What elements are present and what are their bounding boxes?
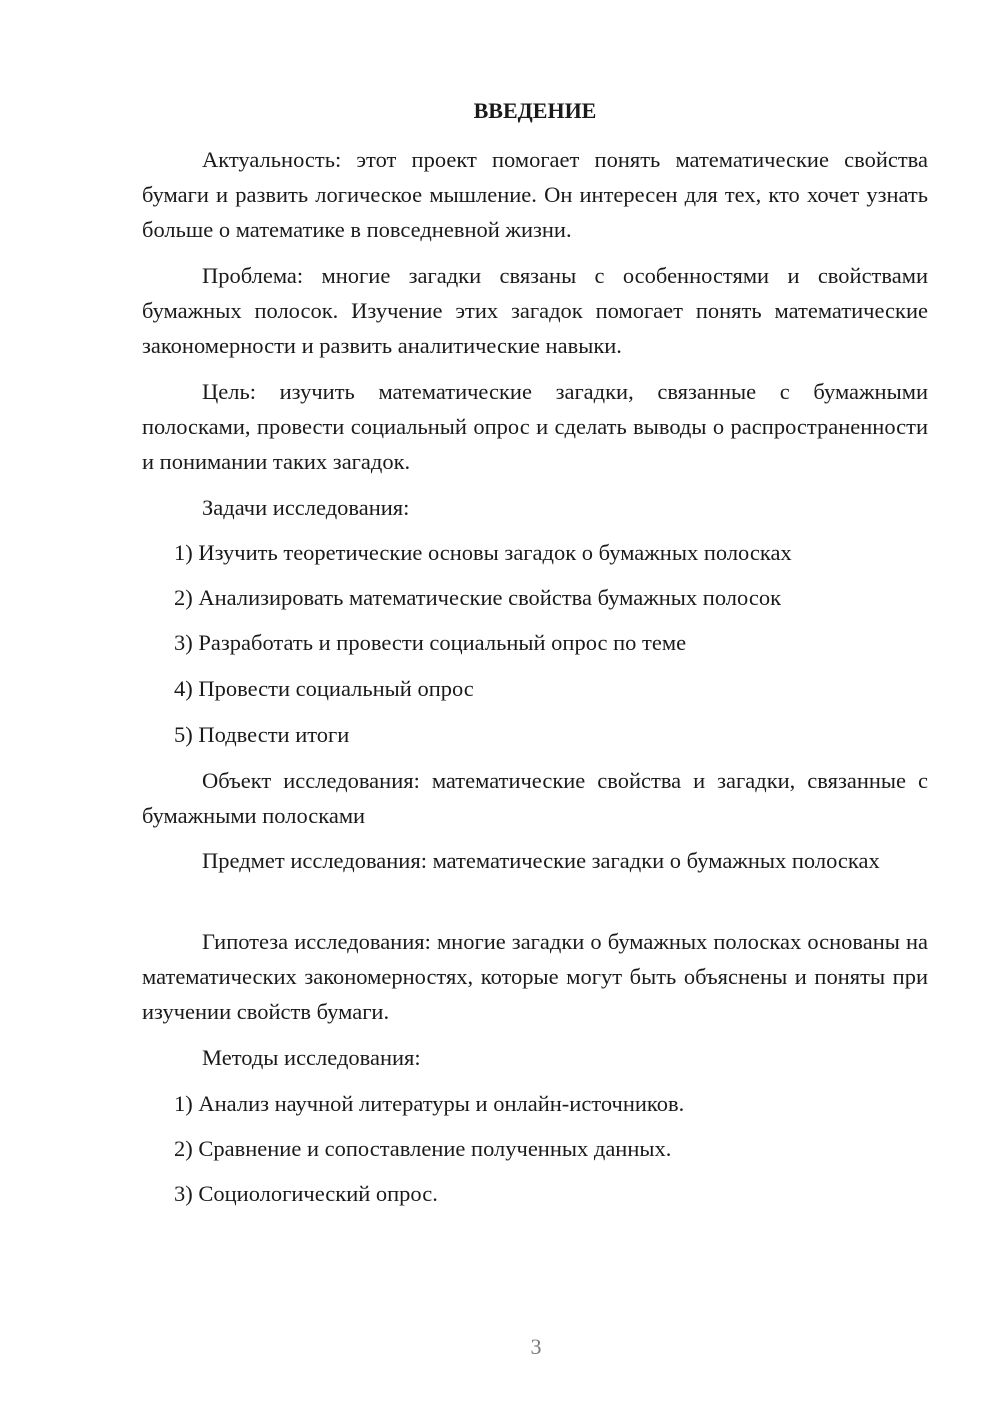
tasks-title: Задачи исследования:	[202, 495, 410, 520]
task-item: 2) Анализировать математические свойства бумажных полосок	[174, 585, 781, 610]
methods-title: Методы исследования:	[202, 1045, 421, 1070]
task-item: 4) Провести социальный опрос	[174, 676, 474, 701]
method-item: 2) Сравнение и сопоставление полученных данных.	[174, 1136, 672, 1161]
subject-paragraph: Предмет исследования: математические загадки о бумажных полосках	[202, 848, 880, 873]
task-item: 1) Изучить теоретические основы загадок о бумажных полосках	[174, 540, 792, 565]
page-number: 3	[530, 1334, 542, 1359]
task-item: 3) Разработать и провести социальный опрос по теме	[174, 630, 687, 655]
method-item: 1) Анализ научной литературы и онлайн-источников.	[174, 1091, 685, 1116]
hypothesis-paragraph: Гипотеза исследования: многие загадки о бумажных полосках основаны на математических закономерностях, которые могут быть объяснены и поняты при изучении свойств бумаги.	[142, 929, 928, 1024]
relevance-paragraph: Актуальность: этот проект помогает понять математические свойства бумаги и развить логическое мышление. Он интересен для тех, кто хочет узнать больше о математике в повседневной жизни.	[142, 147, 928, 242]
goal-paragraph: Цель: изучить математические загадки, связанные с бумажными полосками, провести социальный опрос и сделать выводы о распространенности и понимании таких загадок.	[142, 379, 928, 474]
object-paragraph: Объект исследования: математические свойства и загадки, связанные с бумажными полосками	[142, 768, 928, 828]
method-item: 3) Социологический опрос.	[174, 1181, 438, 1206]
task-item: 5) Подвести итоги	[174, 722, 350, 747]
problem-paragraph: Проблема: многие загадки связаны с особенностями и свойствами бумажных полосок. Изучение этих загадок помогает понять математические закономерности и развить аналитические навыки.	[142, 263, 928, 358]
section-heading: ВВЕДЕНИЕ	[473, 98, 597, 123]
